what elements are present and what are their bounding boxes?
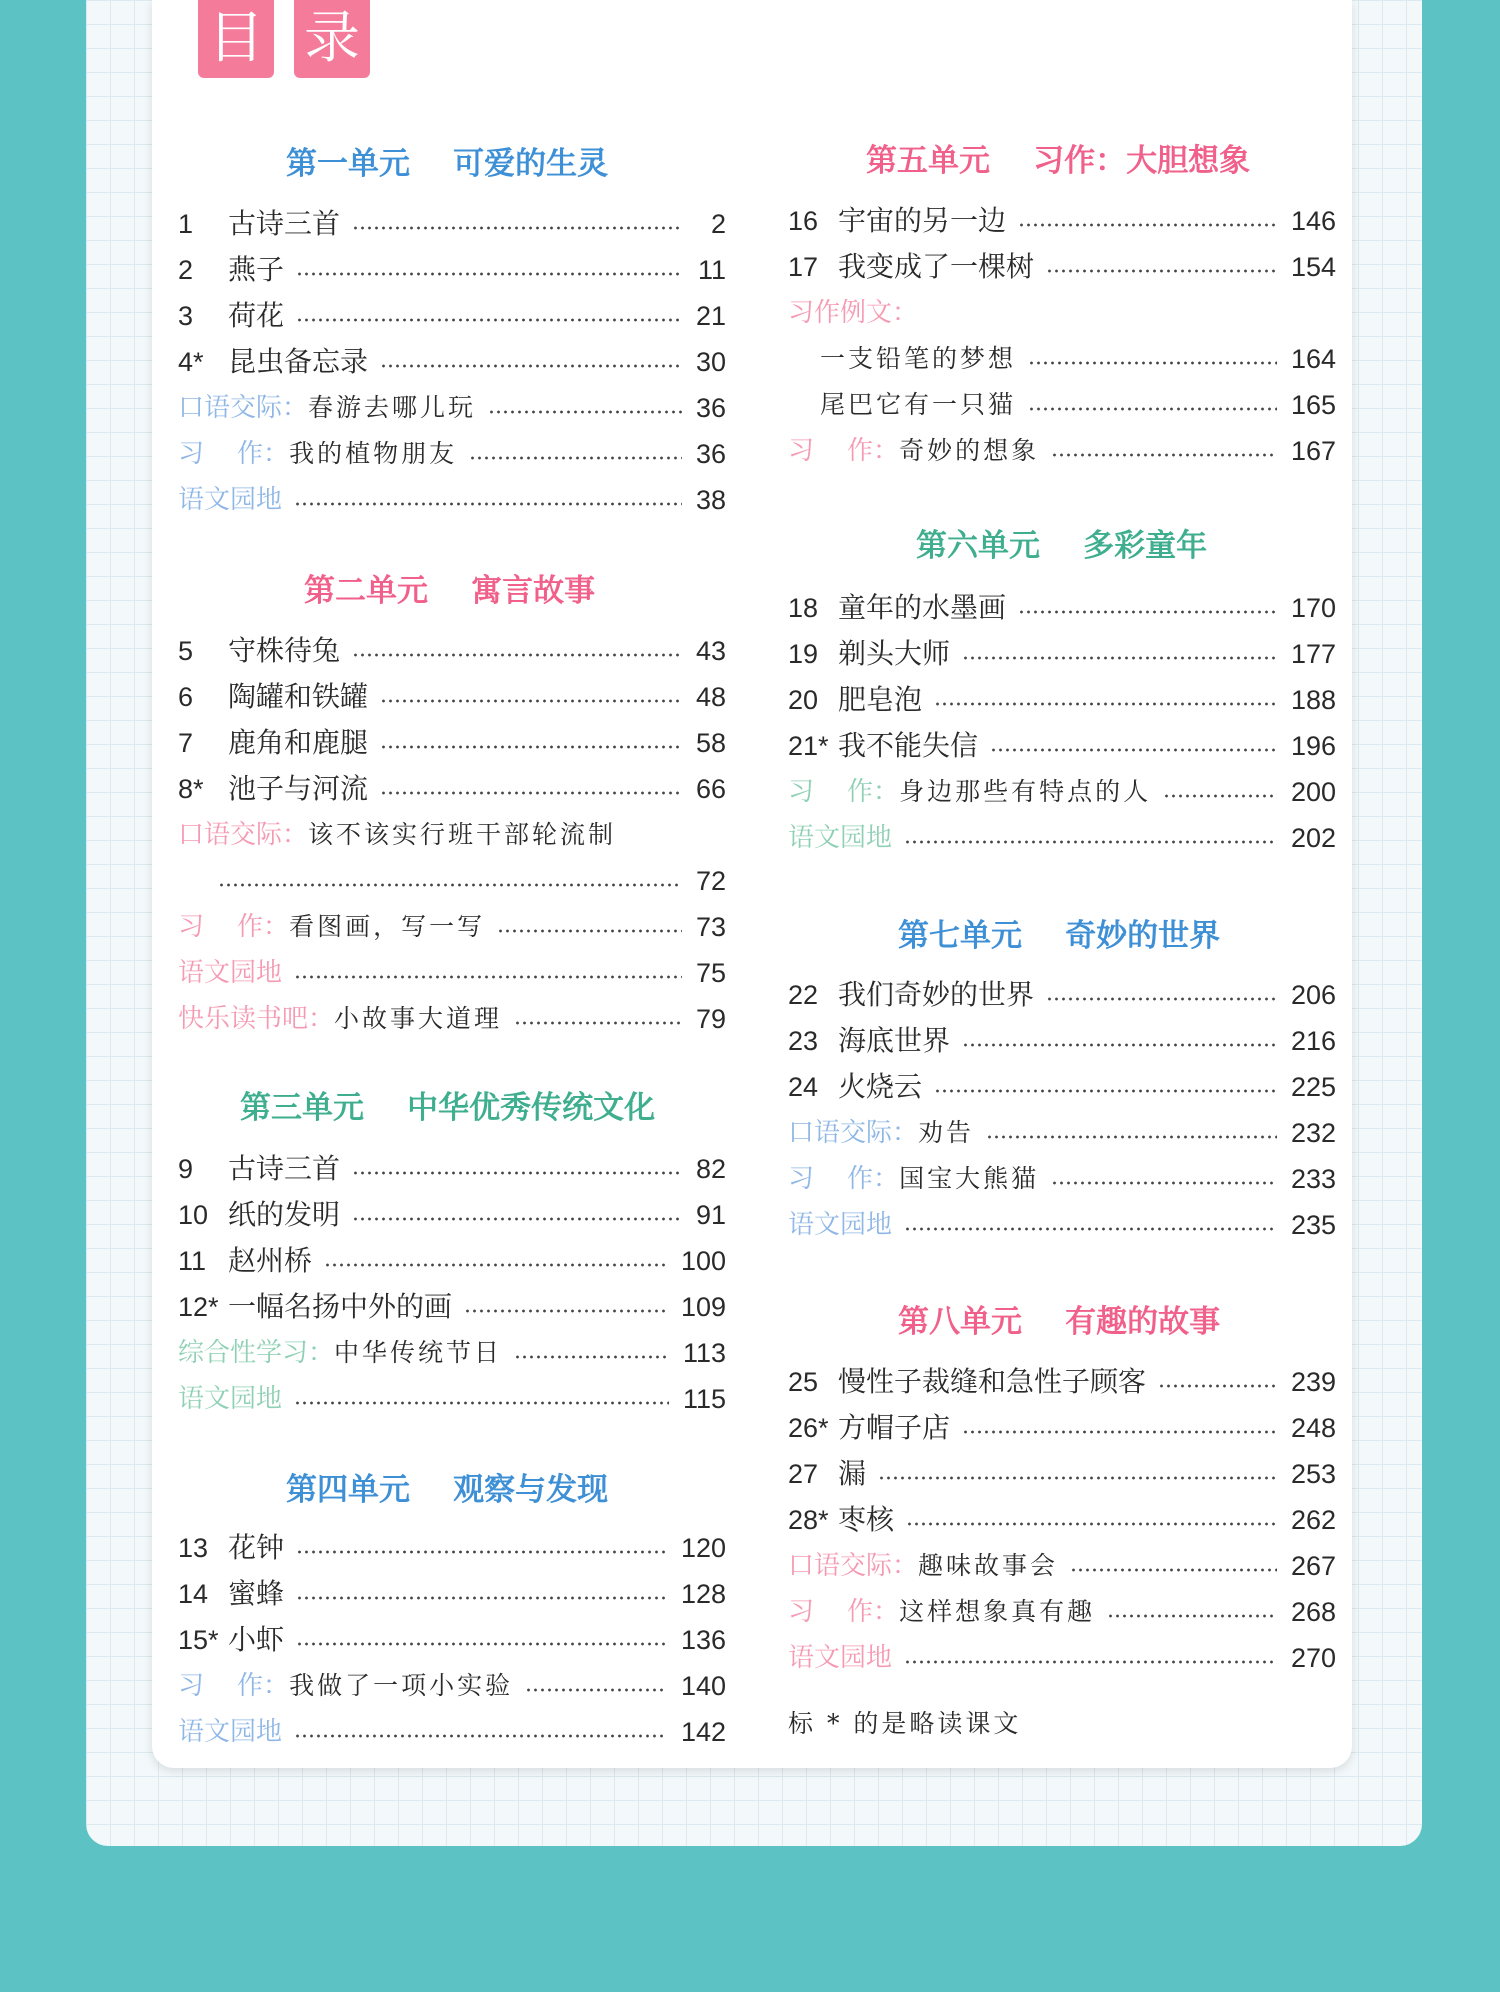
lesson-number: 27 — [788, 1459, 819, 1489]
page-number: 36 — [695, 393, 726, 423]
lesson-title: 古诗三首 — [228, 1152, 341, 1185]
lesson-row — [788, 634, 1336, 674]
page-number: 165 — [1290, 390, 1336, 420]
activity-row — [788, 1638, 1336, 1678]
lesson-row — [788, 1500, 1336, 1540]
lesson-number: 16 — [788, 206, 819, 236]
page-number: 58 — [695, 728, 726, 758]
unit-name: 第七单元 — [898, 918, 1022, 954]
page-number: 82 — [695, 1154, 726, 1184]
unit-name: 第三单元 — [240, 1090, 364, 1126]
lesson-title: 慢性子裁缝和急性子顾客 — [838, 1365, 1147, 1398]
lesson-number: 19 — [788, 639, 819, 669]
page-number: 100 — [680, 1246, 726, 1276]
unit-name: 第一单元 — [286, 146, 410, 182]
dot-leader — [352, 1171, 682, 1175]
dot-leader — [906, 1522, 1277, 1526]
lesson-number: 11 — [178, 1246, 207, 1276]
page-number: 91 — [695, 1200, 726, 1230]
lesson-title: 小虾 — [228, 1623, 285, 1656]
lesson-row — [788, 975, 1336, 1015]
activity-label: 快乐读书吧： — [178, 1004, 335, 1034]
lesson-row — [788, 247, 1336, 287]
lesson-title: 我不能失信 — [838, 729, 979, 762]
lesson-number: 2 — [178, 255, 194, 285]
dot-leader — [990, 748, 1277, 752]
page-number: 262 — [1290, 1505, 1336, 1535]
lesson-number: 15* — [178, 1625, 219, 1655]
lesson-row — [178, 1195, 726, 1235]
page-number: 36 — [695, 439, 726, 469]
lesson-row — [178, 677, 726, 717]
lesson-row — [178, 1620, 726, 1660]
dot-leader — [296, 1596, 667, 1600]
unit-theme: 中华优秀传统文化 — [407, 1090, 656, 1126]
unit-theme: 奇妙的世界 — [1065, 918, 1221, 954]
lesson-title: 花钟 — [228, 1531, 285, 1564]
activity-title: 我做了一项小实验 — [289, 1671, 514, 1700]
unit-heading-3 — [240, 1082, 655, 1127]
dot-leader — [878, 1476, 1277, 1480]
unit-heading-4 — [286, 1464, 608, 1509]
page-number: 128 — [680, 1579, 726, 1609]
activity-label: 语文园地 — [788, 1210, 893, 1240]
lesson-row — [788, 680, 1336, 720]
lesson-row — [178, 1241, 726, 1281]
lesson-number: 9 — [178, 1154, 194, 1184]
dot-leader — [296, 318, 682, 322]
page-number: 239 — [1290, 1367, 1336, 1397]
dot-leader — [934, 1089, 1277, 1093]
page-number: 146 — [1290, 206, 1336, 236]
dot-leader — [986, 1135, 1277, 1139]
unit-heading-8 — [898, 1296, 1220, 1341]
lesson-title: 荷花 — [228, 299, 285, 332]
activity-title: 奇妙的想象 — [899, 436, 1040, 465]
activity-row — [178, 1379, 726, 1419]
dot-leader — [294, 1401, 669, 1405]
dot-leader — [294, 502, 682, 506]
page-number: 66 — [695, 774, 726, 804]
activity-title: 趣味故事会 — [918, 1551, 1059, 1580]
dot-leader — [934, 702, 1277, 706]
dot-leader — [514, 1021, 682, 1025]
unit-name: 第六单元 — [916, 528, 1040, 564]
activity-title: 一支铅笔的梦想 — [820, 344, 1017, 373]
page-number: 267 — [1290, 1551, 1336, 1581]
dot-leader — [324, 1263, 667, 1267]
dot-leader — [380, 745, 682, 749]
page-number: 38 — [695, 485, 726, 515]
dot-leader — [497, 929, 682, 933]
activity-label: 语文园地 — [788, 1643, 893, 1673]
page-number: 154 — [1290, 252, 1336, 282]
lesson-title: 我变成了一棵树 — [838, 250, 1035, 283]
lesson-title: 赵州桥 — [228, 1244, 313, 1277]
heading-char-mu: 目 — [198, 0, 274, 78]
lesson-title: 蜜蜂 — [228, 1577, 285, 1610]
activity-row — [178, 1712, 726, 1752]
lesson-title: 剃头大师 — [838, 637, 951, 670]
page-number: 206 — [1290, 980, 1336, 1010]
lesson-number: 18 — [788, 593, 819, 623]
activity-label: 习 作： — [788, 436, 900, 466]
lesson-number: 20 — [788, 685, 819, 715]
page-number: 109 — [680, 1292, 726, 1322]
activity-row — [178, 999, 726, 1039]
lesson-number: 23 — [788, 1026, 819, 1056]
dot-leader — [218, 883, 682, 887]
dot-leader — [904, 1660, 1277, 1664]
activity-title: 身边那些有特点的人 — [899, 777, 1152, 806]
lesson-number: 10 — [178, 1200, 209, 1230]
unit-theme: 观察与发现 — [453, 1472, 609, 1508]
dot-leader — [1028, 361, 1277, 365]
lesson-row — [788, 1362, 1336, 1402]
lesson-number: 5 — [178, 636, 194, 666]
page-number: 120 — [680, 1533, 726, 1563]
page-number: 268 — [1290, 1597, 1336, 1627]
lesson-number: 1 — [178, 209, 194, 239]
activity-label: 语文园地 — [178, 485, 283, 515]
lesson-title: 燕子 — [228, 253, 285, 286]
activity-row — [788, 293, 1336, 333]
lesson-title: 童年的水墨画 — [838, 591, 1007, 624]
activity-row — [788, 431, 1336, 471]
activity-label: 习作例文： — [788, 298, 919, 328]
unit-name: 第二单元 — [304, 573, 428, 609]
lesson-number: 28* — [788, 1505, 829, 1535]
lesson-number: 21* — [788, 731, 829, 761]
page-number: 196 — [1290, 731, 1336, 761]
unit-heading-5 — [866, 135, 1250, 180]
activity-row — [178, 907, 726, 947]
activity-label: 口语交际： — [788, 1551, 919, 1581]
dot-leader — [296, 1642, 667, 1646]
dot-leader — [1018, 223, 1277, 227]
page-number: 225 — [1290, 1072, 1336, 1102]
lesson-number: 14 — [178, 1579, 209, 1609]
lesson-row — [788, 1067, 1336, 1107]
activity-title: 春游去哪儿玩 — [308, 393, 477, 422]
lesson-number: 13 — [178, 1533, 209, 1563]
lesson-title: 鹿角和鹿腿 — [228, 726, 369, 759]
page-number: 75 — [695, 958, 726, 988]
unit-theme: 有趣的故事 — [1065, 1304, 1221, 1340]
page-number: 115 — [682, 1384, 726, 1414]
activity-row — [788, 1546, 1336, 1586]
activity-label: 习 作： — [788, 777, 900, 807]
activity-label: 习 作： — [178, 439, 290, 469]
lesson-title: 陶罐和铁罐 — [228, 680, 369, 713]
activity-row — [788, 385, 1336, 425]
lesson-title: 肥皂泡 — [838, 683, 923, 716]
dot-leader — [464, 1309, 667, 1313]
lesson-number: 24 — [788, 1072, 819, 1102]
activity-row — [178, 388, 726, 428]
activity-row — [178, 1333, 726, 1373]
lesson-title: 我们奇妙的世界 — [838, 978, 1035, 1011]
page-number: 11 — [697, 255, 726, 285]
lesson-title: 火烧云 — [838, 1070, 923, 1103]
lesson-number: 4* — [178, 347, 204, 377]
dot-leader — [1028, 407, 1277, 411]
activity-row — [178, 953, 726, 993]
dot-leader — [1070, 1568, 1277, 1572]
unit-name: 第四单元 — [286, 1472, 410, 1508]
lesson-number: 12* — [178, 1292, 219, 1322]
activity-label: 语文园地 — [178, 1717, 283, 1747]
lesson-number: 17 — [788, 252, 819, 282]
page-number: 270 — [1290, 1643, 1336, 1673]
lesson-title: 纸的发明 — [228, 1198, 341, 1231]
activity-title: 该不该实行班干部轮流制 — [308, 820, 617, 849]
lesson-row — [178, 1528, 726, 1568]
page-number: 164 — [1290, 344, 1336, 374]
page-number: 253 — [1290, 1459, 1336, 1489]
activity-row — [788, 1592, 1336, 1632]
activity-row — [788, 772, 1336, 812]
page-number: 43 — [695, 636, 726, 666]
lesson-title: 宇宙的另一边 — [838, 204, 1007, 237]
dot-leader — [1051, 453, 1277, 457]
lesson-number: 8* — [178, 774, 204, 804]
activity-row — [178, 1666, 726, 1706]
page-number: 233 — [1290, 1164, 1336, 1194]
lesson-row — [178, 250, 726, 290]
dot-leader — [1046, 997, 1277, 1001]
dot-leader — [1107, 1614, 1277, 1618]
dot-leader — [352, 653, 682, 657]
lesson-number: 22 — [788, 980, 819, 1010]
lesson-row — [178, 1149, 726, 1189]
lesson-title: 古诗三首 — [228, 207, 341, 240]
dot-leader — [380, 699, 682, 703]
page-number: 21 — [695, 301, 726, 331]
activity-label: 语文园地 — [178, 958, 283, 988]
page-number: 142 — [680, 1717, 726, 1747]
activity-label: 口语交际： — [178, 393, 309, 423]
activity-title: 这样想象真有趣 — [899, 1597, 1096, 1626]
lesson-row — [178, 1287, 726, 1327]
dot-leader — [962, 1430, 1277, 1434]
lesson-row — [178, 204, 726, 244]
dot-leader — [469, 456, 682, 460]
page-number: 202 — [1290, 823, 1336, 853]
lesson-number: 3 — [178, 301, 194, 331]
lesson-title: 一幅名扬中外的画 — [228, 1290, 453, 1323]
dot-leader — [1051, 1181, 1277, 1185]
lesson-number: 26* — [788, 1413, 829, 1443]
lesson-number: 6 — [178, 682, 194, 712]
activity-row — [178, 815, 726, 855]
page-number: 2 — [710, 209, 726, 239]
lesson-row — [788, 726, 1336, 766]
page-number: 177 — [1290, 639, 1336, 669]
activity-title: 我的植物朋友 — [289, 439, 458, 468]
dot-leader — [294, 1734, 667, 1738]
activity-row — [788, 339, 1336, 379]
activity-row — [788, 1205, 1336, 1245]
dot-leader — [1163, 794, 1277, 798]
page-number: 216 — [1290, 1026, 1336, 1056]
page-number: 113 — [682, 1338, 726, 1368]
unit-heading-7 — [898, 910, 1220, 955]
dot-leader — [294, 975, 682, 979]
lesson-row — [178, 769, 726, 809]
lesson-row — [178, 296, 726, 336]
activity-label: 口语交际： — [788, 1118, 919, 1148]
activity-title: 劝告 — [918, 1118, 975, 1147]
dot-leader — [1158, 1384, 1277, 1388]
activity-label: 综合性学习： — [178, 1338, 335, 1368]
activity-row — [178, 480, 726, 520]
activity-row — [788, 1113, 1336, 1153]
page-number: 235 — [1290, 1210, 1336, 1240]
dot-leader — [352, 1217, 682, 1221]
activity-title: 国宝大熊猫 — [899, 1164, 1040, 1193]
unit-theme: 多彩童年 — [1083, 528, 1208, 564]
lesson-title: 守株待兔 — [228, 634, 341, 667]
page-number: 73 — [695, 912, 726, 942]
activity-row — [788, 1159, 1336, 1199]
activity-label: 习 作： — [178, 1671, 290, 1701]
dot-leader — [1018, 610, 1277, 614]
unit-heading-1 — [286, 138, 608, 183]
heading-char-lu: 录 — [294, 0, 370, 78]
dot-leader — [380, 791, 682, 795]
dot-leader — [488, 410, 682, 414]
page-number: 232 — [1290, 1118, 1336, 1148]
unit-heading-6 — [916, 520, 1207, 565]
page-number: 167 — [1290, 436, 1336, 466]
lesson-row — [178, 723, 726, 763]
page-number: 248 — [1290, 1413, 1336, 1443]
page-number: 30 — [695, 347, 726, 377]
activity-label: 习 作： — [788, 1164, 900, 1194]
page-number: 140 — [680, 1671, 726, 1701]
activity-title: 中华传统节日 — [334, 1338, 503, 1367]
activity-label: 语文园地 — [788, 823, 893, 853]
dot-leader — [525, 1688, 667, 1692]
dot-leader — [962, 656, 1277, 660]
activity-title: 小故事大道理 — [334, 1004, 503, 1033]
lesson-title: 漏 — [838, 1457, 867, 1490]
lesson-number: 7 — [178, 728, 194, 758]
activity-label: 习 作： — [178, 912, 290, 942]
dot-leader — [1046, 269, 1277, 273]
dot-leader — [904, 840, 1277, 844]
unit-heading-2 — [304, 565, 595, 610]
lesson-row — [178, 1574, 726, 1614]
lesson-title: 昆虫备忘录 — [228, 345, 369, 378]
dot-leader — [296, 1550, 667, 1554]
lesson-row — [788, 201, 1336, 241]
lesson-row — [178, 342, 726, 382]
lesson-row — [788, 1454, 1336, 1494]
page-number: 79 — [695, 1004, 726, 1034]
activity-row — [788, 818, 1336, 858]
unit-name: 第八单元 — [898, 1304, 1022, 1340]
activity-label: 口语交际： — [178, 820, 309, 850]
dot-leader — [962, 1043, 1277, 1047]
lesson-title: 池子与河流 — [228, 772, 369, 805]
lesson-row — [788, 1021, 1336, 1061]
page-number: 200 — [1290, 777, 1336, 807]
activity-row — [178, 861, 726, 901]
page-number: 188 — [1290, 685, 1336, 715]
lesson-row — [178, 631, 726, 671]
lesson-title: 海底世界 — [838, 1024, 951, 1057]
lesson-number: 25 — [788, 1367, 819, 1397]
page-number: 48 — [695, 682, 726, 712]
activity-label: 语文园地 — [178, 1384, 283, 1414]
activity-row — [178, 434, 726, 474]
page-number: 136 — [680, 1625, 726, 1655]
dot-leader — [352, 226, 682, 230]
footnote: 标 * 的是略读课文 — [788, 1709, 1022, 1738]
dot-leader — [296, 272, 682, 276]
lesson-row — [788, 588, 1336, 628]
dot-leader — [380, 364, 682, 368]
unit-theme: 寓言故事 — [471, 573, 596, 609]
page-number: 170 — [1290, 593, 1336, 623]
unit-theme: 可爱的生灵 — [453, 146, 609, 182]
lesson-title: 方帽子店 — [838, 1411, 951, 1444]
unit-theme: 习作：大胆想象 — [1033, 143, 1251, 179]
activity-title: 尾巴它有一只猫 — [820, 390, 1017, 419]
dot-leader — [904, 1227, 1277, 1231]
dot-leader — [514, 1355, 669, 1359]
lesson-row — [788, 1408, 1336, 1448]
unit-name: 第五单元 — [866, 143, 990, 179]
activity-label: 习 作： — [788, 1597, 900, 1627]
lesson-title: 枣核 — [838, 1503, 895, 1536]
activity-title: 看图画，写一写 — [289, 912, 486, 941]
page-number: 72 — [695, 866, 726, 896]
